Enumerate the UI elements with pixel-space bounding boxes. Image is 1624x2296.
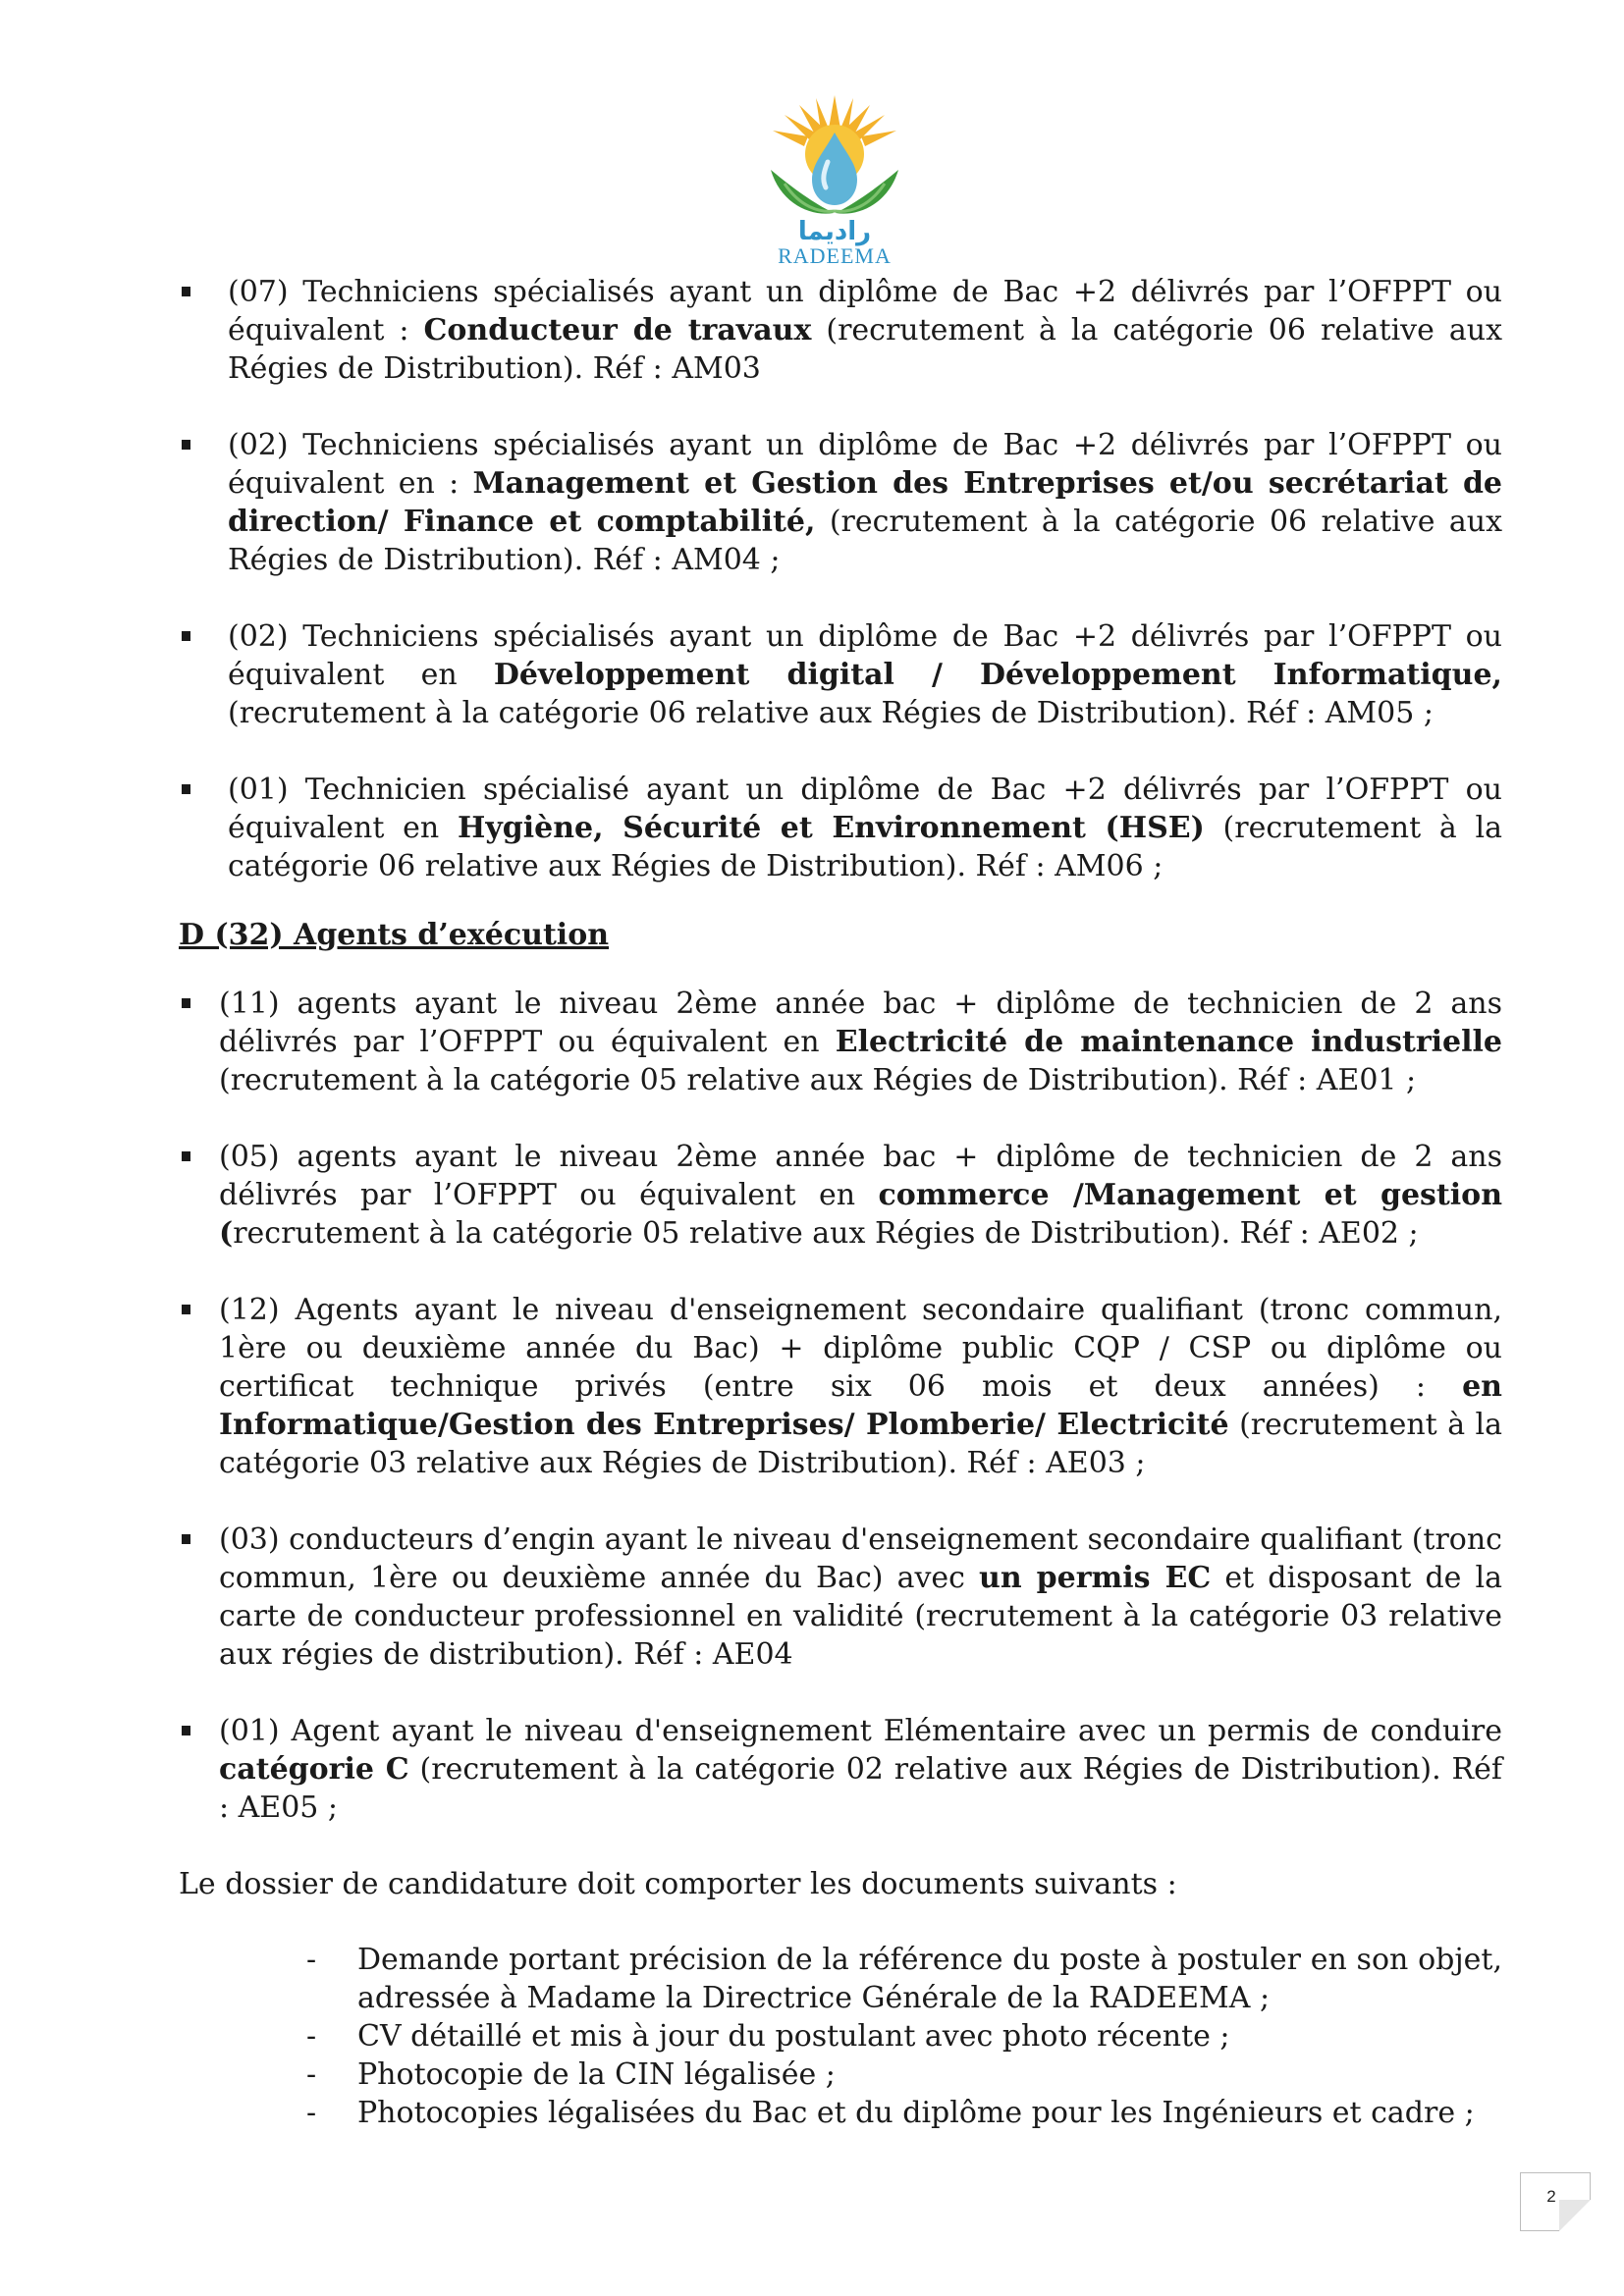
item-text: (02) Techniciens spécialisés ayant un diplôme de Bac +2 délivrés par l’OFPPT ou équivalent en: [228, 619, 1502, 692]
list-item: [306, 1941, 1502, 2017]
item-text: (02) Techniciens spécialisés ayant un diplôme de Bac +2 délivrés par l’OFPPT ou équivalent en :: [228, 428, 1502, 501]
document-text: CV détaillé et mis à jour du postulant avec photo récente ;: [357, 2019, 1230, 2054]
item-text: (recrutement à la catégorie 06 relative aux Régies de Distribution). Réf : AM06 ;: [228, 811, 1503, 883]
list-item: [179, 617, 1502, 732]
square-bullet-icon: [182, 1726, 190, 1735]
square-bullet-icon: [182, 784, 190, 794]
item-bold-text: en Informatique/Gestion des Entreprises/ Plomberie/ Electricité: [219, 1369, 1502, 1442]
square-bullet-icon: [182, 1151, 190, 1161]
section-c-list: [179, 273, 1502, 885]
list-item: [306, 2094, 1502, 2132]
list-item: [179, 1291, 1502, 1482]
item-text: recrutement à la catégorie 05 relative aux Régies de Distribution). Réf : AE02 ;: [233, 1216, 1419, 1251]
item-text: (recrutement à la catégorie 02 relative aux Régies de Distribution). Réf : AE05 ;: [219, 1752, 1503, 1825]
logo-arabic-text: راديما: [797, 217, 872, 246]
item-text: (01) Agent ayant le niveau d'enseignement Elémentaire avec un permis de conduire: [219, 1714, 1502, 1748]
square-bullet-icon: [182, 998, 190, 1008]
list-item: [179, 985, 1502, 1099]
section-d-list: [179, 985, 1502, 1827]
item-bold-text: Développement digital / Développement Informatique,: [493, 658, 1502, 692]
item-text: (07) Techniciens spécialisés ayant un diplôme de Bac +2 délivrés par l’OFPPT ou équivalent :: [228, 275, 1502, 347]
list-item: [179, 1712, 1502, 1827]
square-bullet-icon: [182, 440, 190, 450]
square-bullet-icon: [182, 1305, 190, 1314]
item-text: (recrutement à la catégorie 06 relative aux Régies de Distribution). Réf : AM05 ;: [228, 696, 1434, 730]
list-item: [306, 2017, 1502, 2056]
square-bullet-icon: [182, 1534, 190, 1544]
item-text: (recrutement à la catégorie 03 relative aux Régies de Distribution). Réf : AE03 ;: [219, 1408, 1503, 1480]
documents-list: [306, 1941, 1502, 2132]
item-text: (01) Technicien spécialisé ayant un diplôme de Bac +2 délivrés par l’OFPPT ou équivalent en: [228, 773, 1502, 845]
item-text: (03) conducteurs d’engin ayant le niveau d'enseignement secondaire qualifiant (tronc commun, 1ère ou deuxième année du Bac) avec: [219, 1522, 1502, 1595]
dossier-intro: Le dossier de candidature doit comporter les documents suivants :: [179, 1867, 1177, 1901]
item-bold-text: Hygiène, Sécurité et Environnement (HSE): [457, 811, 1205, 845]
item-text: (recrutement à la catégorie 05 relative aux Régies de Distribution). Réf : AE01 ;: [219, 1063, 1417, 1097]
page-number: 2: [1546, 2187, 1556, 2206]
item-bold-text: catégorie C: [219, 1752, 409, 1787]
list-item: [306, 2056, 1502, 2094]
document-body: [179, 273, 1502, 2132]
dash-bullet-icon: -: [306, 2096, 317, 2130]
list-item: [179, 426, 1502, 579]
dash-bullet-icon: -: [306, 2057, 317, 2092]
list-item: [179, 1521, 1502, 1674]
item-bold-text: Electricité de maintenance industrielle: [835, 1025, 1503, 1059]
page-number-box: [1520, 2172, 1591, 2231]
item-text: (recrutement à la catégorie 06 relative aux Régies de Distribution). Réf : AM03: [228, 313, 1502, 386]
page-fold-icon: [1559, 2200, 1591, 2231]
item-bold-text: un permis EC: [979, 1561, 1212, 1595]
item-text: (12) Agents ayant le niveau d'enseignement secondaire qualifiant (tronc commun, 1ère ou deuxième année du Bac) + diplôme public CQP / CSP ou diplôme ou certificat technique privés (entre six 06 mois et deux années) :: [219, 1293, 1502, 1404]
item-text: (05) agents ayant le niveau 2ème année bac + diplôme de technicien de 2 ans délivrés par l’OFPPT ou équivalent en: [219, 1140, 1502, 1212]
list-item: [179, 771, 1502, 885]
document-text: Photocopies légalisées du Bac et du diplôme pour les Ingénieurs et cadre ;: [357, 2096, 1475, 2130]
document-text: Photocopie de la CIN légalisée ;: [357, 2057, 836, 2092]
item-bold-text: commerce /Management et gestion (: [219, 1178, 1503, 1251]
dash-bullet-icon: -: [306, 2019, 317, 2054]
document-text: Demande portant précision de la référence du poste à postuler en son objet, adressée à Madame la Directrice Générale de la RADEEMA ;: [357, 1943, 1502, 2015]
square-bullet-icon: [182, 631, 190, 641]
logo-latin-text: RADEEMA: [778, 243, 892, 268]
radeema-logo: [751, 93, 918, 270]
dash-bullet-icon: -: [306, 1943, 317, 1977]
item-bold-text: Conducteur de travaux: [423, 313, 812, 347]
square-bullet-icon: [182, 287, 190, 296]
item-text: (11) agents ayant le niveau 2ème année bac + diplôme de technicien de 2 ans délivrés par l’OFPPT ou équivalent en: [219, 987, 1502, 1059]
item-text: (recrutement à la catégorie 06 relative aux Régies de Distribution). Réf : AM04 ;: [228, 505, 1502, 577]
item-text: et disposant de la carte de conducteur professionnel en validité (recrutement à la catégorie 03 relative aux régies de distribution). Réf : AE04: [219, 1561, 1502, 1672]
list-item: [179, 273, 1502, 388]
item-bold-text: Management et Gestion des Entreprises et/ou secrétariat de direction/ Finance et comptabilité,: [228, 466, 1503, 539]
section-d-heading: D (32) Agents d’exécution: [179, 918, 610, 952]
list-item: [179, 1138, 1502, 1253]
